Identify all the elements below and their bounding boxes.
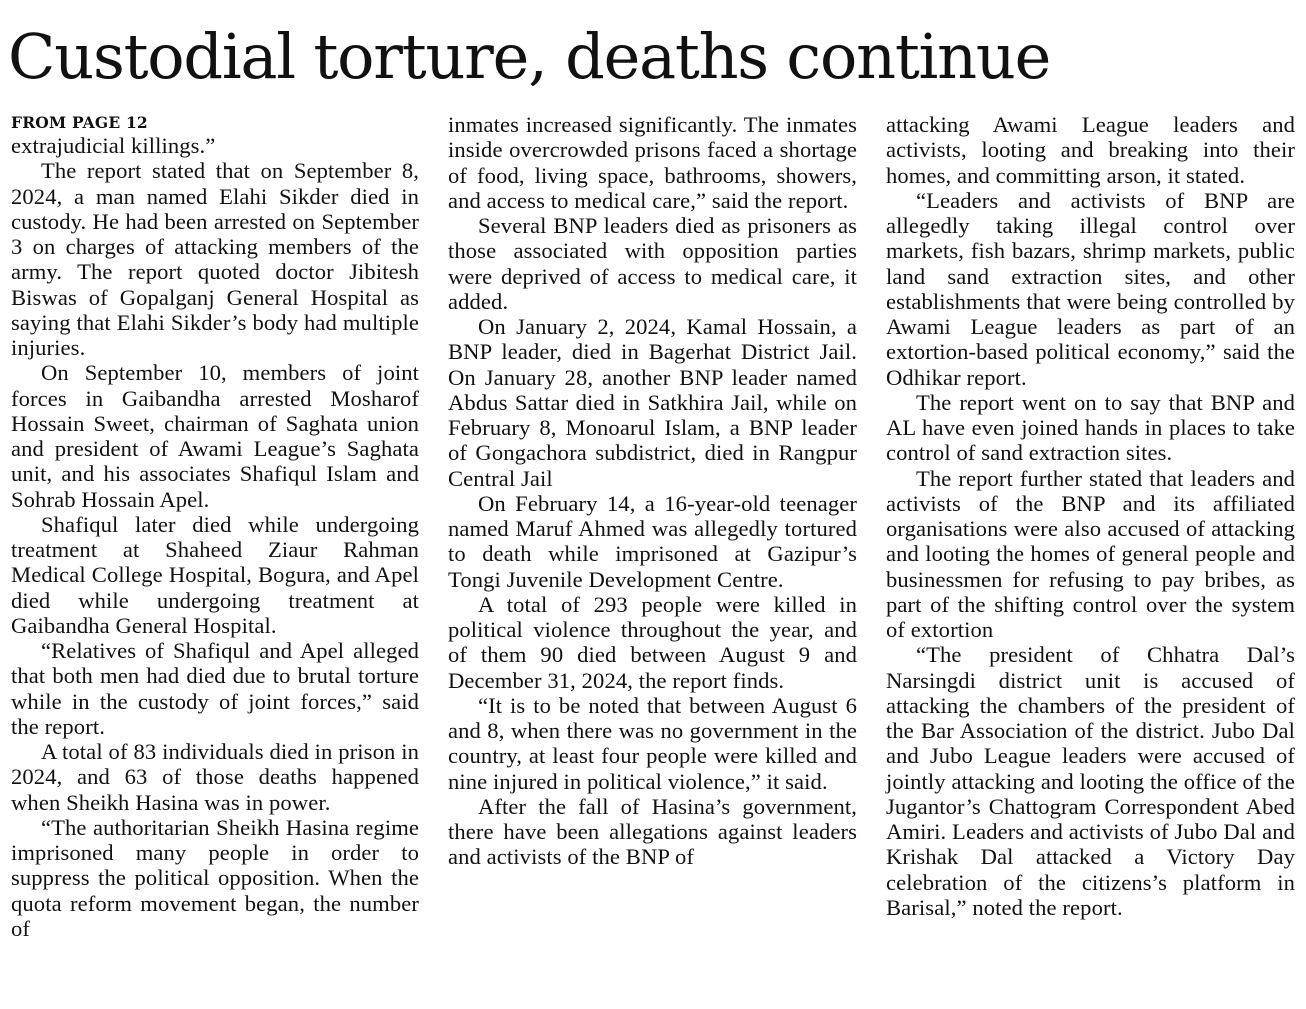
paragraph: On February 14, a 16-year-old teenager named Maruf Ahmed was allegedly tortured to death while imprisoned at Gazipur’s Tongi Juvenile Development Centre. — [448, 490, 857, 592]
article-column-2 — [448, 112, 857, 870]
article-column-3 — [886, 112, 1295, 920]
paragraph: “The president of Chhatra Dal’s Narsingdi district unit is accused of attacking the chambers of the president of the Bar Association of the district. Jubo Dal and Jubo League leaders were accused of jointly attacking and looting the office of the Jugantor’s Chattogram Correspondent Abed Amiri. Leaders and activists of Jubo Dal and Krishak Dal attacked a Victory Day celebration of the citizens’s platform in Barisal,” noted the report. — [886, 642, 1295, 920]
paragraph: The report further stated that leaders and activists of the BNP and its affiliated organisations were also accused of attacking and looting the homes of general people and businessmen for refusing to pay bribes, as part of the shifting control over the system of extortion — [886, 465, 1295, 642]
paragraph: On January 2, 2024, Kamal Hossain, a BNP leader, died in Bagerhat District Jail. On January 28, another BNP leader named Abdus Sattar died in Satkhira Jail, while on February 8, Monoarul Islam, a BNP leader of Gongachora subdistrict, died in Rangpur Central Jail — [448, 314, 857, 491]
paragraph: A total of 293 people were killed in political violence throughout the year, and of them 90 died between August 9 and December 31, 2024, the report finds. — [448, 591, 857, 693]
paragraph: A total of 83 individuals died in prison in 2024, and 63 of those deaths happened when Sheikh Hasina was in power. — [11, 739, 419, 815]
headline: Custodial torture, deaths continue — [8, 20, 1051, 93]
paragraph: “It is to be noted that between August 6 and 8, when there was no government in the country, at least four people were killed and nine injured in political violence,” it said. — [448, 692, 857, 794]
paragraph: “Relatives of Shafiqul and Apel alleged that both men had died due to brutal torture while in the custody of joint forces,” said the report. — [11, 638, 419, 739]
article-column-1 — [11, 112, 419, 941]
paragraph: On September 10, members of joint forces in Gaibandha arrested Mosharof Hossain Sweet, chairman of Saghata union and president of Awami League’s Saghata unit, and his associates Shafiqul Islam and Sohrab Hossain Apel. — [11, 360, 419, 512]
paragraph: Several BNP leaders died as prisoners as those associated with opposition parties were deprived of access to medical care, it added. — [448, 213, 857, 314]
paragraph: The report went on to say that BNP and AL have even joined hands in places to take control of sand extraction sites. — [886, 389, 1295, 466]
paragraph: After the fall of Hasina’s government, there have been allegations against leaders and activists of the BNP of — [448, 793, 857, 870]
continuation-kicker: FROM PAGE 12 — [11, 113, 148, 132]
paragraph: Shafiqul later died while undergoing treatment at Shaheed Ziaur Rahman Medical College Hospital, Bogura, and Apel died while undergoing treatment at Gaibandha General Hospital. — [11, 511, 419, 638]
paragraph: extrajudicial killings.” — [11, 133, 216, 158]
paragraph: “Leaders and activists of BNP are allegedly taking illegal control over markets, fish bazars, shrimp markets, public land sand extraction sites, and other establishments that were being controlled by Awami League leaders as part of an extortion-based political economy,” said the Odhikar report. — [886, 187, 1295, 390]
paragraph: inmates increased significantly. The inmates inside overcrowded prisons faced a shortage of food, living space, bathrooms, showers, and access to medical care,” said the report. — [448, 112, 857, 213]
paragraph: “The authoritarian Sheikh Hasina regime imprisoned many people in order to suppress the political opposition. When the quota reform movement began, the number of — [11, 814, 419, 941]
paragraph: attacking Awami League leaders and activists, looting and breaking into their homes, and committing arson, it stated. — [886, 112, 1295, 188]
paragraph: The report stated that on September 8, 2024, a man named Elahi Sikder died in custody. He had been arrested on September 3 on charges of attacking members of the army. The report quoted doctor Jibitesh Biswas of Gopalganj General Hospital as saying that Elahi Sikder’s body had multiple injuries. — [11, 158, 419, 360]
